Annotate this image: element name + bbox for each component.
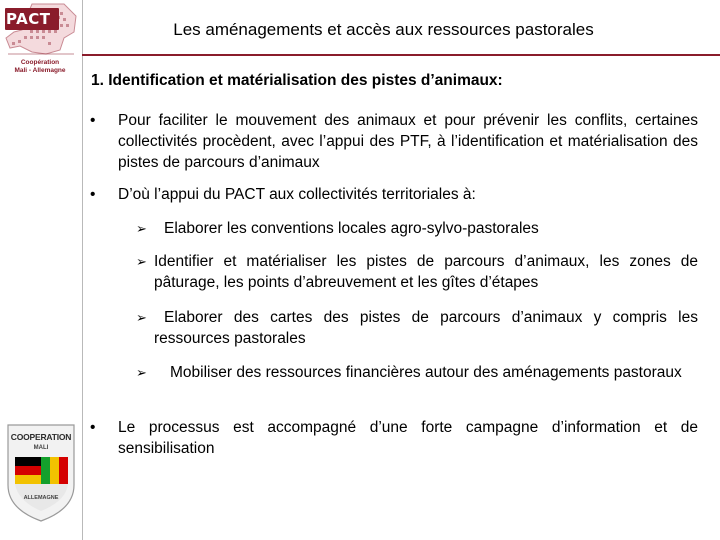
page-title: Les aménagements et accès aux ressources pastorales bbox=[173, 20, 594, 39]
subitem-4: Mobiliser des ressources financières autour des aménagements pastoraux bbox=[170, 364, 682, 381]
subitem-2-text: Identifier et matérialiser les pistes de parcours d’animaux, les zones de pâturage, les points d’abreuvement et les gîtes d’étapes bbox=[154, 253, 698, 291]
bullet-marker: • bbox=[90, 112, 96, 129]
subitem-3: Elaborer des cartes des pistes de parcours d’animaux y compris les ressources pastorales bbox=[154, 309, 698, 347]
bullet-text-2: D’où l’appui du PACT aux collectivités territoriales à: bbox=[118, 186, 476, 203]
bullet-text-3: Le processus est accompagné d’une forte campagne d’information et de sensibilisation bbox=[118, 419, 698, 457]
subitem-2 bbox=[154, 251, 698, 293]
bullet-marker: • bbox=[90, 419, 96, 436]
pact-subtitle-2: Mali - Allemagne bbox=[14, 67, 66, 74]
arrow-marker: ➢ bbox=[136, 222, 147, 237]
arrow-marker: ➢ bbox=[136, 311, 147, 326]
cooperation-mali: MALI bbox=[33, 445, 49, 451]
section-heading: 1. Identification et matérialisation des pistes d’animaux: bbox=[91, 72, 503, 89]
pact-subtitle-1: Coopération bbox=[20, 59, 60, 66]
arrow-marker: ➢ bbox=[136, 255, 147, 270]
bullet-marker: • bbox=[90, 186, 96, 203]
arrow-marker: ➢ bbox=[136, 366, 147, 381]
pact-wordmark: PACT bbox=[6, 10, 51, 28]
cooperation-allemagne: ALLEMAGNE bbox=[23, 495, 59, 501]
title-underline bbox=[82, 54, 720, 56]
subitem-1: Elaborer les conventions locales agro-sylvo-pastorales bbox=[164, 220, 539, 237]
sidebar-divider bbox=[82, 0, 83, 540]
cooperation-badge bbox=[6, 423, 76, 523]
pact-logo bbox=[2, 2, 78, 78]
bullet-text-1: Pour faciliter le mouvement des animaux et pour prévenir les conflits, certaines collectivités procèdent, avec l’appui des PTF, à l’identification et matérialisation des pistes de parcours d’animaux bbox=[118, 112, 698, 171]
cooperation-title: COOPERATION bbox=[10, 432, 72, 442]
